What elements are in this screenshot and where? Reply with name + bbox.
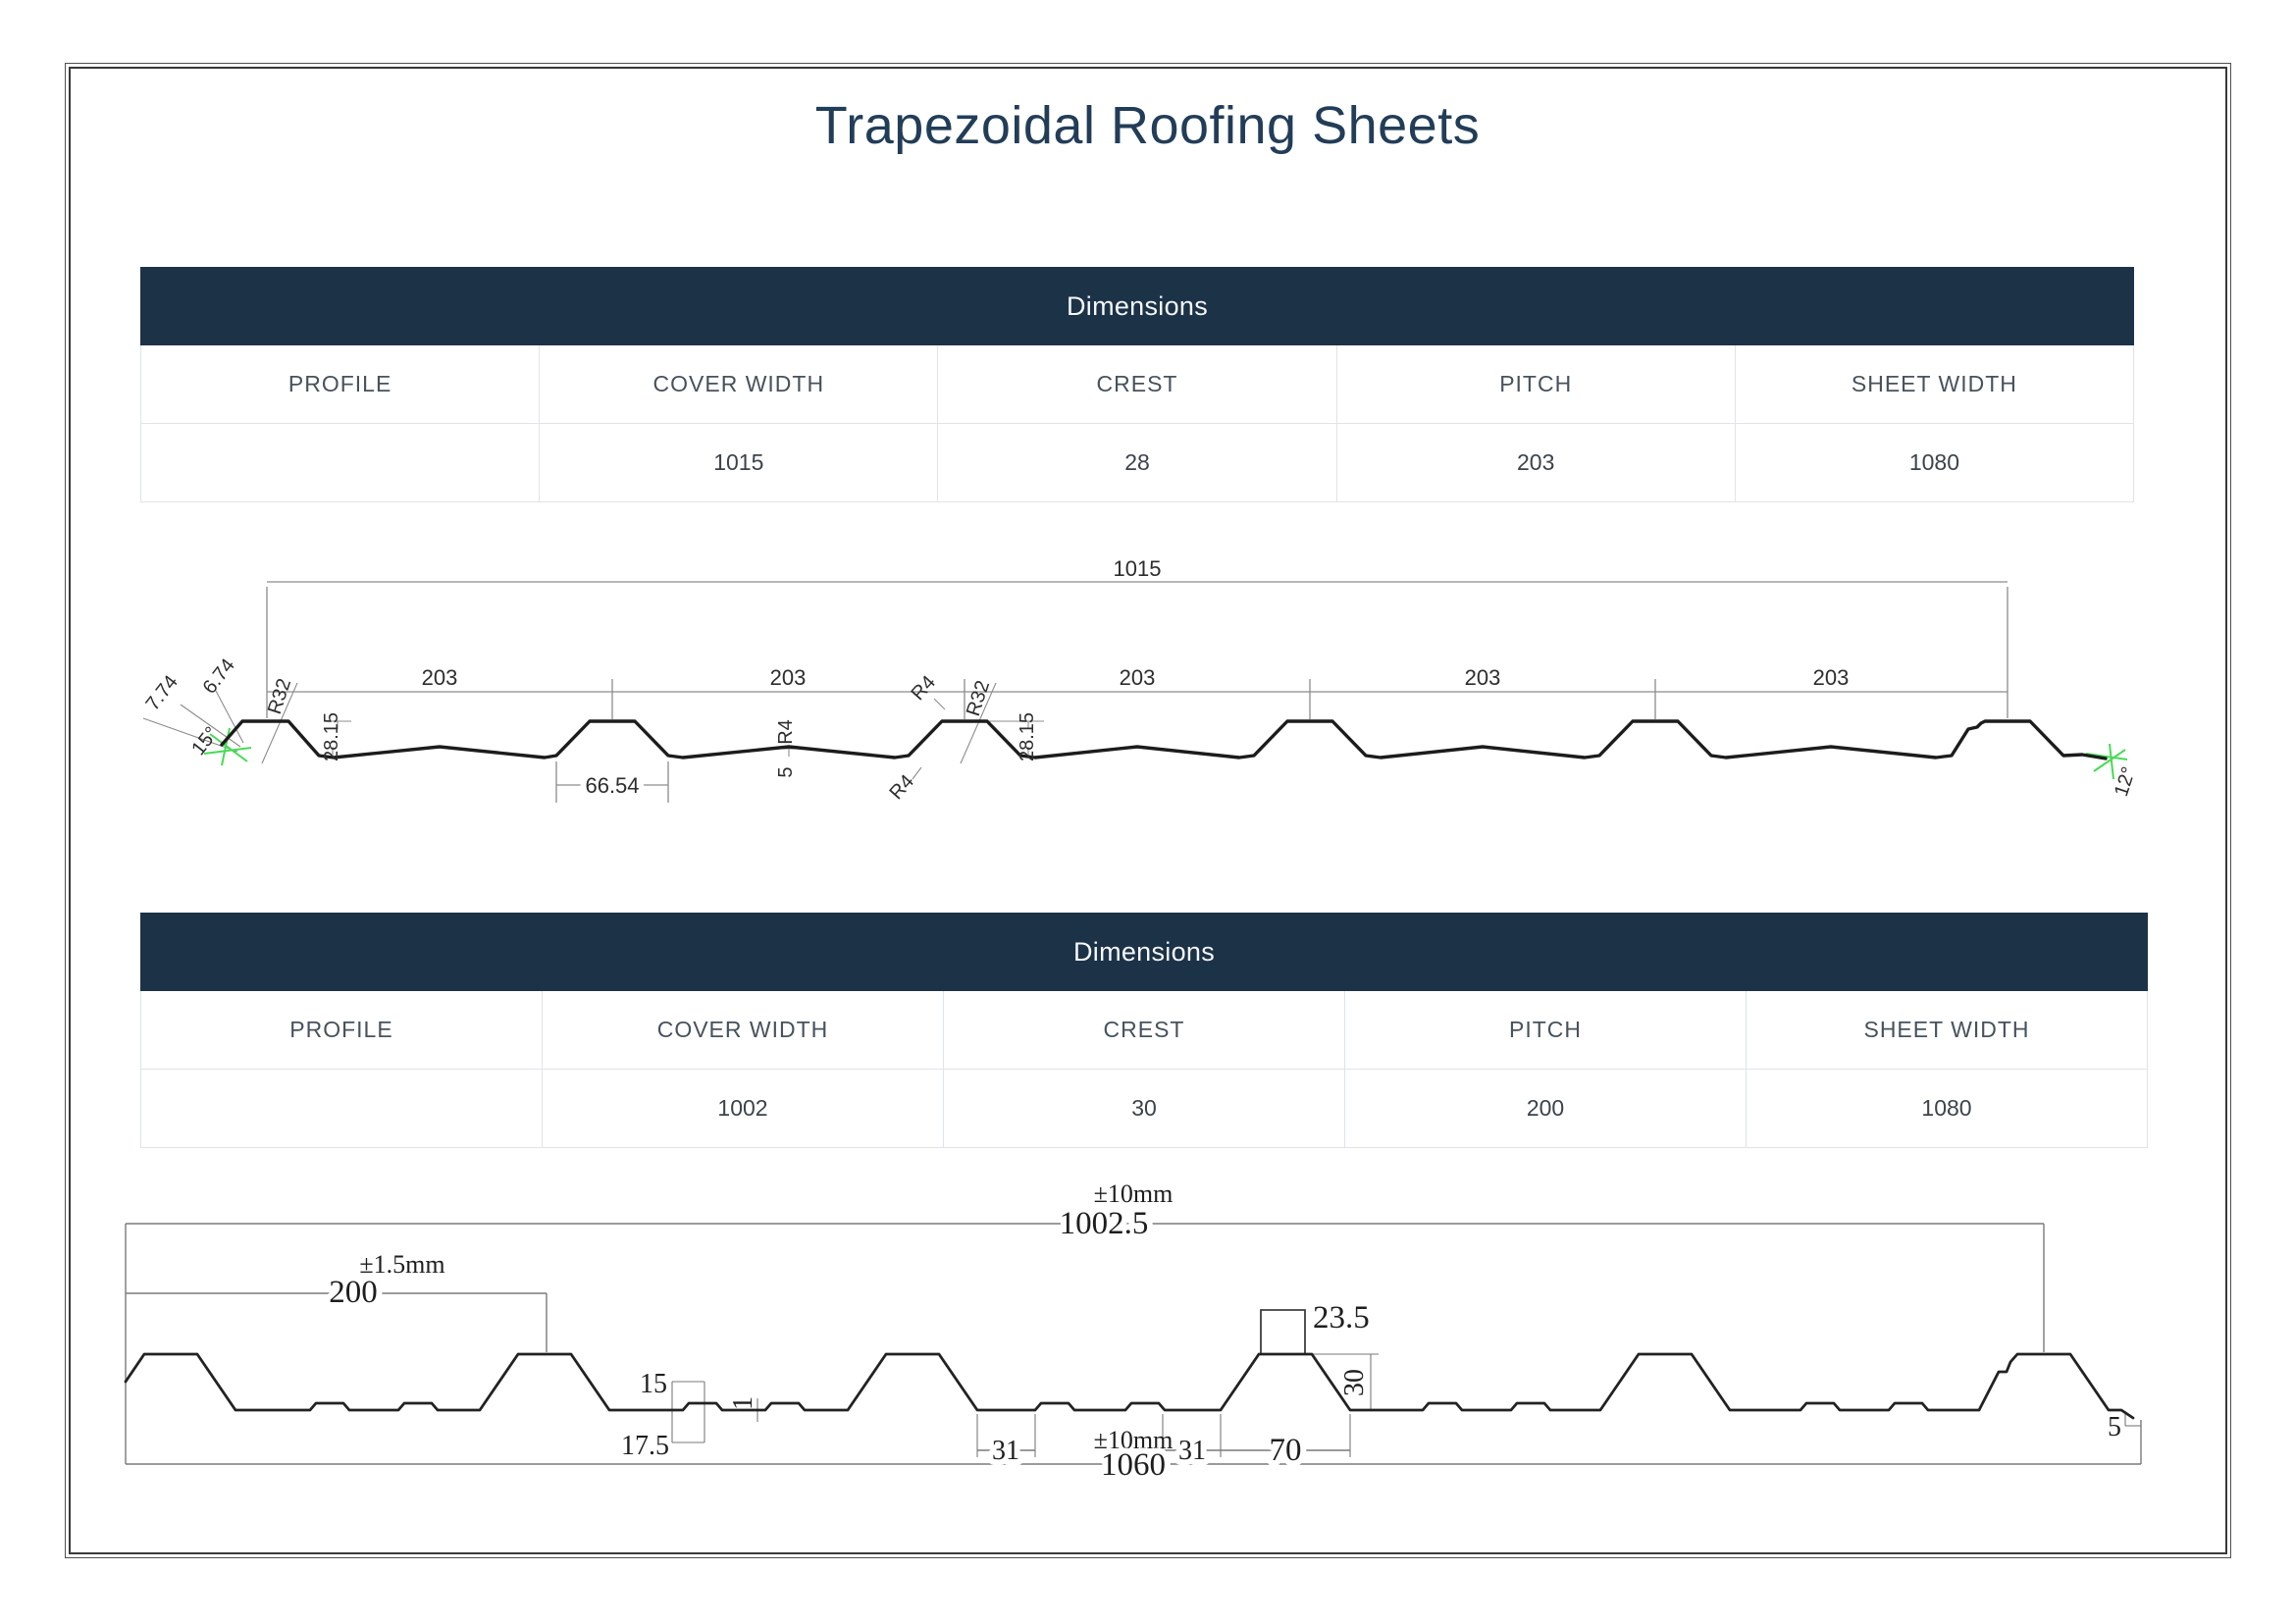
dim-label-rib-top: 15 [640, 1369, 667, 1399]
table-1-header: Dimensions [140, 267, 2134, 345]
angle-label-right: 12° [2110, 763, 2141, 800]
radius-label-r32-a: R32 [263, 675, 296, 717]
angle-label-left: 15° [187, 722, 224, 760]
profile-drawing-1 [108, 550, 2141, 873]
dim-label-rib-bottom: 17.5 [621, 1431, 669, 1461]
column-header-pitch: PITCH [1345, 991, 1747, 1070]
dim-label-edge-a: 7.74 [141, 671, 183, 715]
column-header-cover-width: COVER WIDTH [540, 345, 938, 424]
table-1-value-row [140, 424, 2134, 502]
dim-label-height-a: 28.15 [321, 711, 342, 762]
value-cover-width: 1002 [543, 1070, 944, 1148]
dimensions-table-2 [140, 913, 2148, 1148]
dim-label-cover-width: 1002.5 [1059, 1206, 1149, 1241]
tolerance-label-pitch: ±1.5mm [359, 1250, 445, 1279]
dim-label-total-width: 1015 [1113, 556, 1162, 581]
dim-label-rib-height: 30 [1339, 1369, 1370, 1396]
dim-label-rib-base: 66.54 [585, 773, 640, 798]
dim-label-pitch-5: 203 [1812, 665, 1850, 690]
column-header-profile: PROFILE [140, 345, 540, 424]
table-2-column-row [140, 991, 2148, 1070]
dim-label-edge-lip: 5 [2108, 1412, 2121, 1442]
column-header-crest: CREST [944, 991, 1345, 1070]
table-2-header: Dimensions [140, 913, 2148, 991]
dim-label-flat-b: 31 [1178, 1436, 1206, 1466]
radius-label-r4-bottom: R4 [885, 770, 918, 805]
value-pitch: 203 [1337, 424, 1736, 502]
page-title: Trapezoidal Roofing Sheets [814, 96, 1481, 155]
column-header-pitch: PITCH [1337, 345, 1736, 424]
drawing-1-dimension-lines [143, 582, 2008, 803]
value-profile [140, 1070, 543, 1148]
value-cover-width: 1015 [540, 424, 938, 502]
dim-label-sheet-width: 1060 [1101, 1447, 1166, 1483]
table-2-value-row [140, 1070, 2148, 1148]
radius-label-r32-b: R32 [962, 677, 995, 719]
table-1-column-row [140, 345, 2134, 424]
dim-label-pitch-1: 203 [421, 665, 458, 690]
sheet-profile-outline-1 [222, 721, 2106, 759]
value-sheet-width: 1080 [1736, 424, 2134, 502]
dim-label-flat-a: 31 [992, 1436, 1019, 1466]
dim-label-edge-b: 6.74 [198, 655, 239, 699]
dim-label-pitch-4: 203 [1464, 665, 1501, 690]
value-pitch: 200 [1345, 1070, 1747, 1148]
tolerance-label-cover: ±10mm [1093, 1179, 1174, 1208]
sheet-profile-outline-2 [126, 1354, 2133, 1418]
value-crest: 28 [938, 424, 1336, 502]
value-profile [140, 424, 540, 502]
dim-label-pitch-3: 203 [1119, 665, 1156, 690]
column-header-profile: PROFILE [140, 991, 543, 1070]
dim-label-thickness: 1 [728, 1396, 758, 1410]
dim-label-pitch: 200 [329, 1275, 378, 1310]
dim-label-stiffener: 5 [775, 766, 797, 778]
radius-label-r4-mid: R4 [775, 719, 797, 745]
dim-label-pitch-2: 203 [769, 665, 807, 690]
dim-label-side-lap: 23.5 [1313, 1300, 1370, 1336]
column-header-crest: CREST [938, 345, 1336, 424]
dim-label-rib-base-width: 70 [1269, 1433, 1302, 1468]
side-lap-cap [1261, 1310, 1305, 1354]
dimensions-table-1 [140, 267, 2134, 502]
profile-drawing-2 [118, 1173, 2159, 1496]
tolerance-label-sheet: ±10mm [1093, 1426, 1174, 1454]
radius-label-r4-top: R4 [907, 671, 940, 706]
column-header-sheet-width: SHEET WIDTH [1747, 991, 2148, 1070]
column-header-cover-width: COVER WIDTH [543, 991, 944, 1070]
dim-label-height-b: 28.15 [1017, 711, 1038, 762]
value-sheet-width: 1080 [1747, 1070, 2148, 1148]
value-crest: 30 [944, 1070, 1345, 1148]
column-header-sheet-width: SHEET WIDTH [1736, 345, 2134, 424]
